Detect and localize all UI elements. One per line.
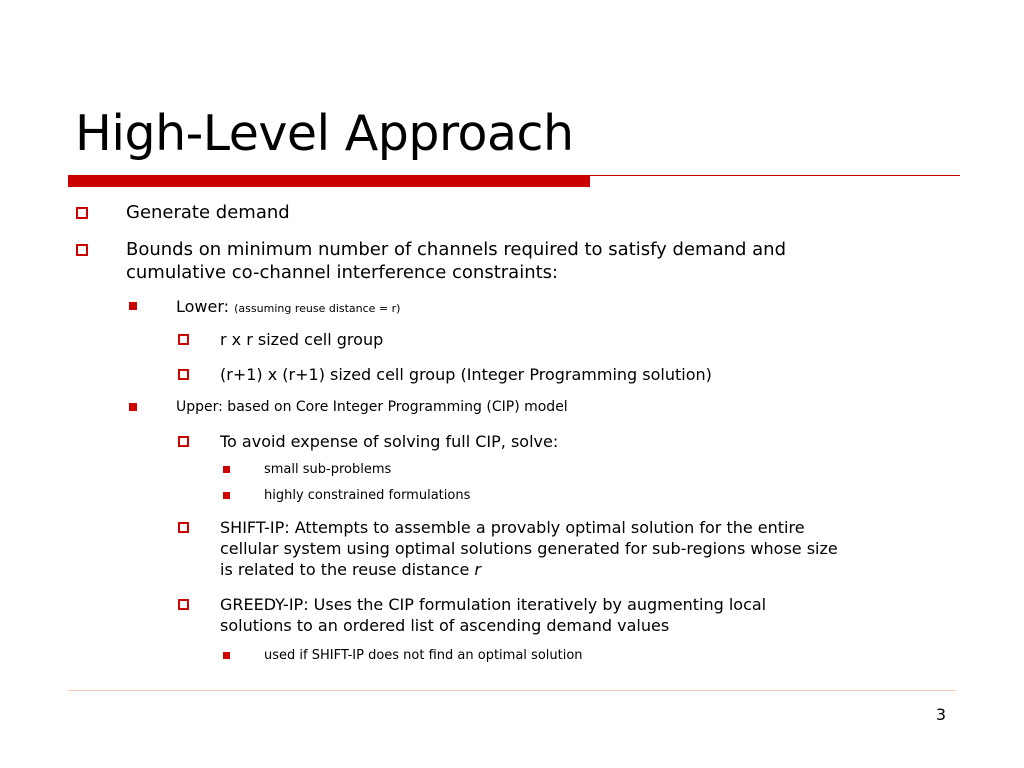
title-underline-thick — [68, 175, 590, 187]
bullet-text: r x r sized cell group — [220, 330, 384, 349]
page-number: 3 — [935, 705, 946, 724]
bullet-text-line-1: SHIFT-IP: Attempts to assemble a provably optimal solution for the entire — [220, 518, 805, 537]
hollow-square-bullet-icon — [178, 599, 189, 610]
lower-note: (assuming reuse distance = r) — [234, 302, 401, 315]
filled-square-bullet-icon — [129, 403, 137, 411]
hollow-square-bullet-icon — [178, 369, 189, 380]
title-underline-thin — [590, 175, 960, 176]
hollow-square-bullet-icon — [76, 244, 88, 256]
filled-square-bullet-icon — [129, 302, 137, 310]
bullet-text: (r+1) x (r+1) sized cell group (Integer Programming solution) — [220, 365, 712, 384]
bullet-text-line-2: cellular system using optimal solutions generated for sub-regions whose size — [220, 539, 838, 558]
shift-text: is related to the reuse distance — [220, 560, 470, 579]
filled-square-bullet-icon — [223, 466, 230, 473]
slide-title: High-Level Approach — [75, 105, 574, 162]
footer-rule — [68, 690, 956, 691]
bullet-text: To avoid expense of solving full CIP, solve: — [220, 432, 559, 451]
hollow-square-bullet-icon — [178, 436, 189, 447]
bullet-text-line-1: Bounds on minimum number of channels required to satisfy demand and — [126, 239, 787, 260]
bullet-text: Generate demand — [126, 202, 290, 223]
hollow-square-bullet-icon — [178, 522, 189, 533]
bullet-text-line-2: solutions to an ordered list of ascending demand values — [220, 616, 670, 635]
bullet-text-line-3 — [220, 559, 481, 580]
lower-label: Lower: — [176, 297, 230, 316]
bullet-text: used if SHIFT-IP does not find an optimal solution — [264, 648, 583, 663]
hollow-square-bullet-icon — [178, 334, 189, 345]
reuse-distance-variable: r — [474, 560, 481, 579]
bullet-text: Upper: based on Core Integer Programming (CIP) model — [176, 399, 568, 415]
bullet-text-line-1: GREEDY-IP: Uses the CIP formulation iteratively by augmenting local — [220, 595, 767, 614]
bullet-text: small sub-problems — [264, 462, 392, 477]
filled-square-bullet-icon — [223, 652, 230, 659]
hollow-square-bullet-icon — [76, 207, 88, 219]
bullet-text — [176, 297, 400, 319]
bullet-text-line-2: cumulative co-channel interference constraints: — [126, 262, 559, 283]
filled-square-bullet-icon — [223, 492, 230, 499]
bullet-text: highly constrained formulations — [264, 488, 471, 503]
